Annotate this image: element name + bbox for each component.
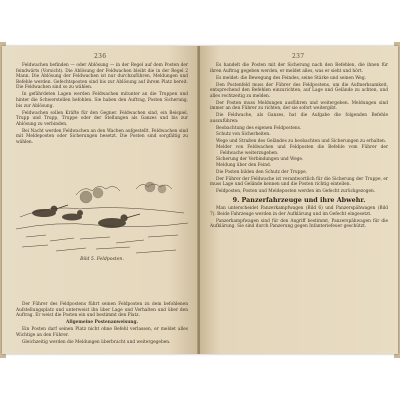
section-heading: 9. Panzerfahrzeuge und ihre Abwehr.: [232, 195, 366, 204]
soldiers-sketch-illustration: [16, 167, 188, 255]
paragraph: Es handelt die Posten mit der Sicherung nach den Befehlen, die ihnen für ihren Auftrag gegeben werden, er meldet alles, was er sieht und hört.: [210, 63, 388, 74]
book-spread: [2, 46, 398, 354]
paragraph: Der Führer der Feldwache ist verantwortlich für die Sicherung der Truppe, er muss Lage und Gelände kennen und die Posten richtig einteilen.: [210, 176, 388, 188]
right-page: [200, 46, 398, 354]
paragraph: Der Posten muss Meldungen ausführen und weitergeben. Meldungen sind immer an den Führer zu richten, der sie sofort weitergibt.: [210, 100, 388, 112]
paragraph: Den Postenfeld muss der Führer des Feldpostens, um die Aufmerksamkeit, entsprechend den Befehlen einzurichten, auf Lage und Gelände zu achten, und alles rechtzeitig zu melden.: [210, 82, 388, 99]
subheading: Allgemeine Postenanweisung.: [66, 320, 138, 326]
list-item: Melder von Feldwachen und Feldposten die Befehle vom Führer der Feldwache weiterzugeben.: [216, 145, 388, 156]
paragraph: Ein Posten darf seinen Platz nicht ohne Befehl verlassen, er meldet alles Wichtige an den Führer.: [16, 327, 188, 338]
left-page-number: 236: [94, 53, 107, 60]
paragraph: Bei Nacht werden Feldwachen an den Wachen aufgestellt. Feldwachen sind mit Meldeposten oder Sicherungen besetzt. Die Posten sind sorgfältig zu wählen.: [16, 128, 188, 145]
paragraph: Feldposten, Posten und Meldeposten werden im Gefecht zurückgezogen.: [216, 189, 376, 195]
list-item: Beobachtung des eigenen Feldpostens.: [216, 125, 302, 131]
paragraph: Feldwachen sollen Kräfte für den Gegner. Feldwachen sind, ein Beispiel, Trupp und Trupp, Truppe oder der Stellungen als Ganzes und bis zur Ablösung zu verbinden.: [16, 110, 188, 127]
list-intro: Die Feldwache, als Ganzes, hat die Aufgabe die folgenden Befehle auszuführen:: [210, 113, 388, 124]
paragraph: Der Führer des Feldpostens führt seinen Feldposten zu dem befohlenen Aufstellungsplatz und unterweist ihn über Lage und Verhalten und über den Auftrag. Er weist die Posten ein und bestimmt den Platz.: [16, 302, 188, 319]
paragraph: Feldwachen befinden — oder Ablösung — in der Regel auf dem Posten der feindwärts (Vorsicht). Die Ablösung der Feldwachen bleibt die in der Regel 2 Mann. Die Ablösung der Feldwachen ist nur durchzuführen, Meldungen und Befehle werden. Gefechtsposten sind bis zur Ablösung auf ihrem Platz bereit. Die Feldwachen sind so zu wählen.: [16, 63, 188, 91]
left-page-text-bottom: [16, 302, 188, 347]
figure-caption: Bild 5. Feldposten.: [80, 257, 124, 262]
list-item: Wege und Straßen des Geländes zu beobachten und Sicherungen zu erhalten.: [216, 138, 387, 144]
paragraph: In gefährdeten Lagen werden Feldwachen mitunter an die Truppen und hinter die Schwerstellen befohlen. Sie haben den Auftrag, Posten Sicherung, bis zur Ablösung.: [16, 92, 188, 109]
list-item: Schutz von Sicherheiten.: [216, 132, 271, 138]
right-page-text: [210, 63, 388, 231]
left-page-text-top: [16, 63, 188, 147]
left-page: [2, 46, 198, 354]
paragraph: Es meldet: die Bewegung des Feindes, seine Stärke und seinen Weg.: [216, 75, 366, 81]
paragraph: Die Posten bilden den Schutz der Truppe.: [216, 169, 308, 175]
list-item: Meldung über den Feind.: [216, 163, 272, 169]
paragraph: Panzerkampfwagen sind für den Angriff bestimmt, Panzerspähwagen für die Aufklärung. Sie sind durch Panzerung gegen Infanteriefeuer geschützt.: [210, 218, 388, 230]
list-item: Sicherung der Verbindungen und Wege.: [216, 157, 304, 163]
paragraph: Man unterscheidet Panzerkampfwagen (Bild 6) und Panzerspähwagen (Bild 7). Beide Fahrzeuge werden in der Aufklärung und im Gefecht eingesetzt.: [210, 206, 388, 217]
paragraph: Gleichzeitig werden die Meldungen überbracht und weitergegeben.: [22, 339, 171, 345]
right-page-number: 237: [292, 53, 305, 60]
